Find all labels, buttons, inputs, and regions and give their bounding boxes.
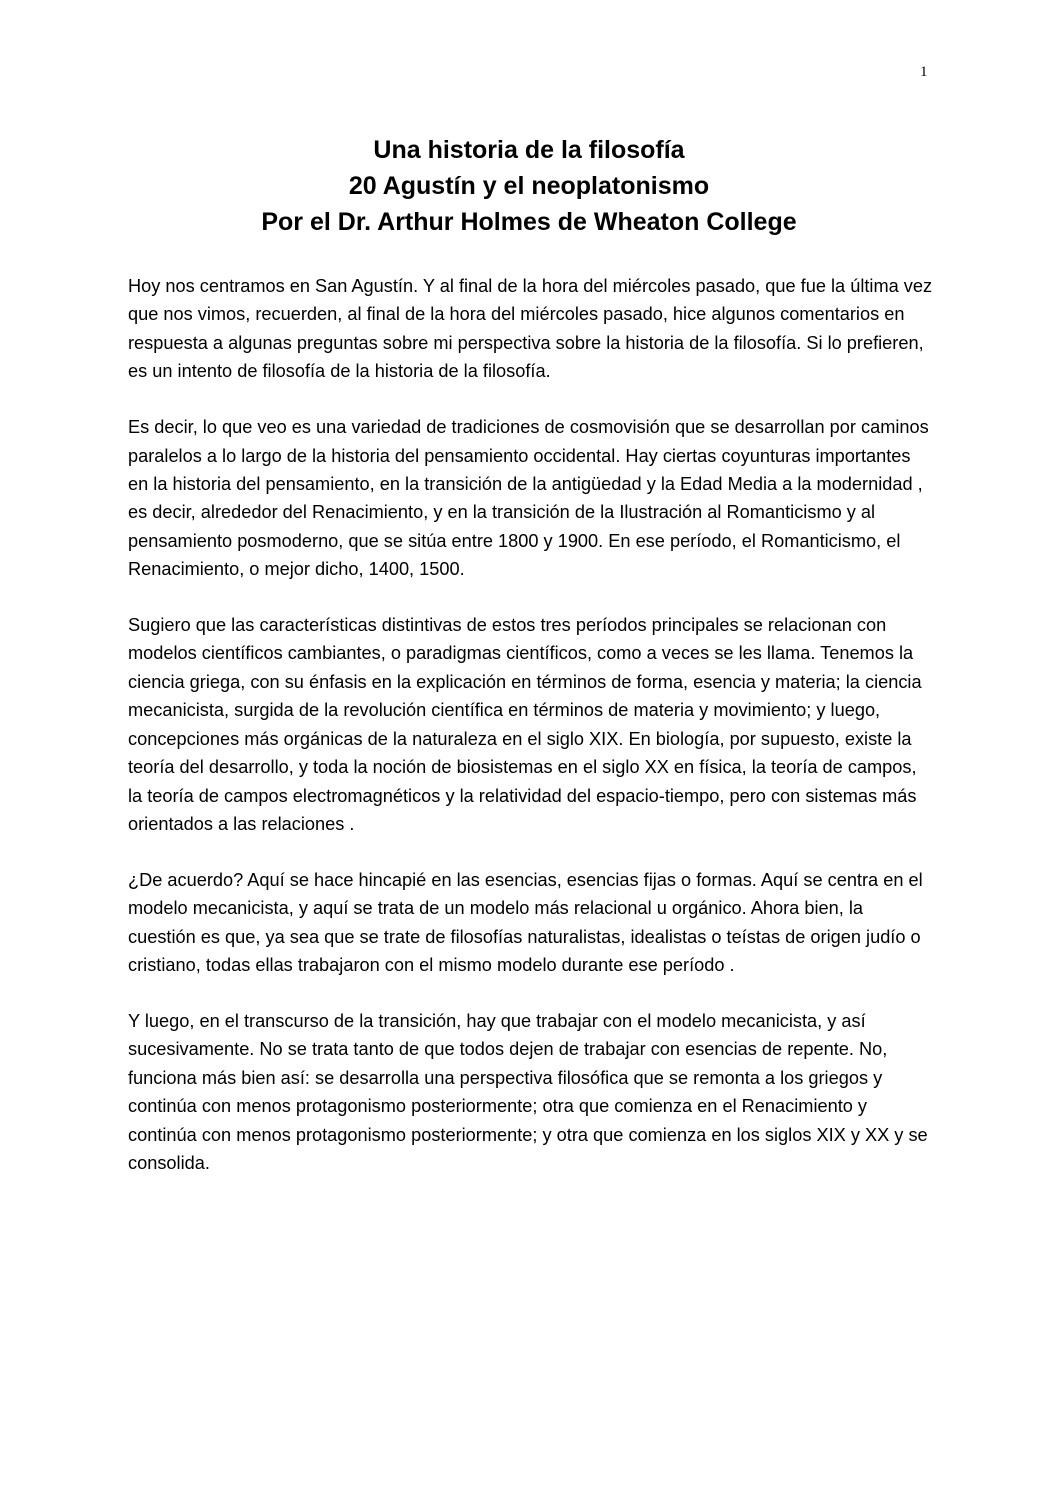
- paragraph: Y luego, en el transcurso de la transición, hay que trabajar con el modelo mecanicista, y así sucesivamente. No se trata tanto de que todos dejen de trabajar con esencias de repente. No, funciona más bien así: se desarrolla una perspectiva filosófica que se remonta a los griegos y continúa con menos protagonismo posteriormente; otra que comienza en el Renacimiento y continúa con menos protagonismo posteriormente; y otra que comienza en los siglos XIX y XX y se consolida.: [128, 1010, 928, 1173]
- document-body: [128, 272, 934, 1205]
- title-line-series: Una historia de la filosofía: [373, 136, 685, 164]
- title-line-lecture: 20 Agustín y el neoplatonismo: [348, 172, 710, 200]
- paragraph: Hoy nos centramos en San Agustín. Y al final de la hora del miércoles pasado, que fue la última vez que nos vimos, recuerden, al final de la hora del miércoles pasado, hice algunos comentarios en respuesta a algunas preguntas sobre mi perspectiva sobre la historia de la filosofía. Si lo prefieren, es un intento de filosofía de la historia de la filosofía.: [128, 276, 933, 382]
- page-number: 1: [920, 64, 928, 80]
- paragraph: ¿De acuerdo? Aquí se hace hincapié en las esencias, esencias fijas o formas. Aquí se centra en el modelo mecanicista, y aquí se trata de un modelo más relacional u orgánico. Ahora bien, la cuestión es que, ya sea que se trate de filosofías naturalistas, idealistas o teístas de origen judío o cristiano, todas ellas trabajaron con el mismo modelo durante ese período .: [128, 869, 923, 976]
- title-line-author: Por el Dr. Arthur Holmes de Wheaton College: [261, 208, 797, 236]
- paragraph: Es decir, lo que veo es una variedad de tradiciones de cosmovisión que se desarrollan por caminos paralelos a lo largo de la historia del pensamiento occidental. Hay ciertas coyunturas importantes en la historia del pensamiento, en la transición de la antigüedad y la Edad Media a la modernidad , es decir, alrededor del Renacimiento, y en la transición de la Ilustración al Romanticismo y al pensamiento posmoderno, que se sitúa entre 1800 y 1900. En ese período, el Romanticismo, el Renacimiento, o mejor dicho, 1400, 1500.: [128, 417, 929, 580]
- paragraph: Sugiero que las características distintivas de estos tres períodos principales se relacionan con modelos científicos cambiantes, o paradigmas científicos, como a veces se les llama. Tenemos la ciencia griega, con su énfasis en la explicación en términos de forma, esencia y materia; la ciencia mecanicista, surgida de la revolución científica en términos de materia y movimiento; y luego, concepciones más orgánicas de la naturaleza en el siglo XIX. En biología, por supuesto, existe la teoría del desarrollo, y toda la noción de biosistemas en el siglo XX en física, la teoría de campos, la teoría de campos electromagnéticos y la relatividad del espacio-tiempo, pero con sistemas más orientados a las relaciones .: [128, 615, 922, 834]
- document-title: [0, 132, 1058, 240]
